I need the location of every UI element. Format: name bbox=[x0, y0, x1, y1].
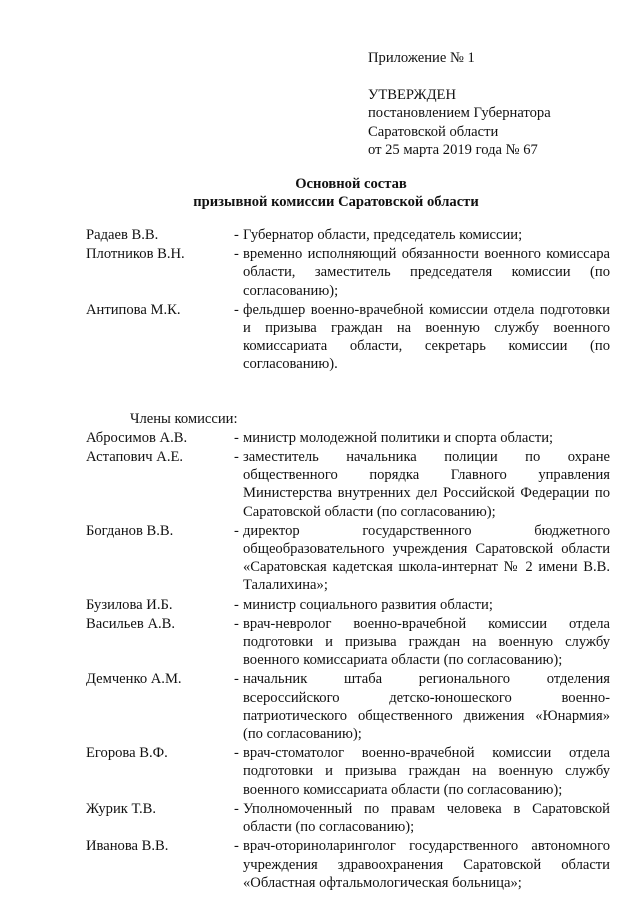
person-name: Астапович А.Е. bbox=[86, 449, 184, 466]
list-item bbox=[86, 744, 610, 799]
title-line-2: призывной комиссии Саратовской области bbox=[193, 194, 479, 210]
person-name: Егорова В.Ф. bbox=[86, 745, 168, 762]
person-role: врач-оториноларинголог государственного автономного учреждения здравоохранения Саратовской области «Областная офтальмологическая больница»; bbox=[243, 838, 610, 891]
dash-separator: - bbox=[234, 522, 239, 539]
dash-separator: - bbox=[234, 838, 239, 855]
list-item bbox=[86, 596, 610, 614]
person-role: Губернатор области, председатель комиссии; bbox=[243, 227, 523, 243]
list-item bbox=[86, 226, 610, 244]
list-item bbox=[86, 301, 610, 374]
list-item bbox=[86, 522, 610, 595]
person-role: министр молодежной политики и спорта области; bbox=[243, 429, 554, 446]
person-name: Бузилова И.Б. bbox=[86, 596, 173, 613]
members-heading: Члены комиссии: bbox=[130, 410, 238, 427]
dash-separator: - bbox=[234, 745, 239, 762]
list-item bbox=[86, 448, 610, 521]
dash-separator: - bbox=[234, 246, 239, 263]
dash-separator: - bbox=[234, 671, 239, 688]
approval-line-1: постановлением Губернатора bbox=[368, 105, 551, 122]
person-role: фельдшер военно-врачебной комиссии отдела подготовки и призыва граждан на военную службу военного комиссариата области, секретарь комиссии (по согласованию). bbox=[243, 301, 610, 373]
list-item bbox=[86, 245, 610, 300]
person-name: Плотников В.Н. bbox=[86, 246, 185, 263]
list-item bbox=[86, 670, 610, 743]
list-item bbox=[86, 429, 610, 447]
person-name: Богданов В.В. bbox=[86, 522, 174, 539]
appendix-number: Приложение № 1 bbox=[368, 50, 475, 66]
members-list bbox=[86, 429, 610, 892]
person-role: врач-стоматолог военно-врачебной комиссии отдела подготовки и призыва граждан на военную службу военного комиссариата области (по согласованию); bbox=[243, 745, 610, 798]
person-role: заместитель начальника полиции по охране общественного порядка Главного управления Министерства внутренних дел Российской Федерации по Саратовской области (по согласованию); bbox=[243, 449, 610, 520]
person-name: Васильев А.В. bbox=[86, 615, 176, 632]
person-name: Иванова В.В. bbox=[86, 838, 169, 855]
dash-separator: - bbox=[234, 449, 239, 466]
person-role: начальник штаба регионального отделения всероссийского детско-юношеского военно-патриотического общественного движения «Юнармия» (по согласованию); bbox=[243, 671, 610, 743]
person-role: временно исполняющий обязанности военного комиссара области, заместитель председателя комиссии (по согласованию); bbox=[243, 246, 610, 299]
dash-separator: - bbox=[234, 800, 239, 817]
approved-label: УТВЕРЖДЕН bbox=[368, 87, 456, 104]
person-role: директор государственного бюджетного общеобразовательного учреждения Саратовской области «Саратовская кадетская школа-интернат № 2 имени В.В. Талалихина»; bbox=[243, 522, 610, 594]
dash-separator: - bbox=[234, 596, 239, 613]
person-name: Антипова М.К. bbox=[86, 301, 181, 318]
list-item bbox=[86, 837, 610, 892]
commission-list bbox=[86, 226, 610, 893]
list-item bbox=[86, 615, 610, 670]
document-title bbox=[0, 175, 640, 211]
approval-block bbox=[368, 49, 551, 159]
person-name: Абросимов А.В. bbox=[86, 429, 188, 446]
person-role: Уполномоченный по правам человека в Саратовской области (по согласованию); bbox=[243, 800, 610, 836]
dash-separator: - bbox=[234, 429, 239, 446]
list-item bbox=[86, 800, 610, 836]
person-role: министр социального развития области; bbox=[243, 596, 493, 613]
person-role: врач-невролог военно-врачебной комиссии отдела подготовки и призыва граждан на военную службу военного комиссариата области (по согласованию); bbox=[243, 615, 610, 669]
person-name: Журик Т.В. bbox=[86, 800, 156, 817]
person-name: Радаев В.В. bbox=[86, 227, 159, 243]
leaders-list bbox=[86, 226, 610, 374]
approval-line-3: от 25 марта 2019 года № 67 bbox=[368, 141, 538, 158]
dash-separator: - bbox=[234, 301, 239, 318]
person-name: Демченко А.М. bbox=[86, 671, 182, 688]
dash-separator: - bbox=[234, 227, 239, 243]
approval-line-2: Саратовской области bbox=[368, 123, 499, 140]
title-line-1: Основной состав bbox=[295, 176, 407, 192]
dash-separator: - bbox=[234, 615, 239, 632]
